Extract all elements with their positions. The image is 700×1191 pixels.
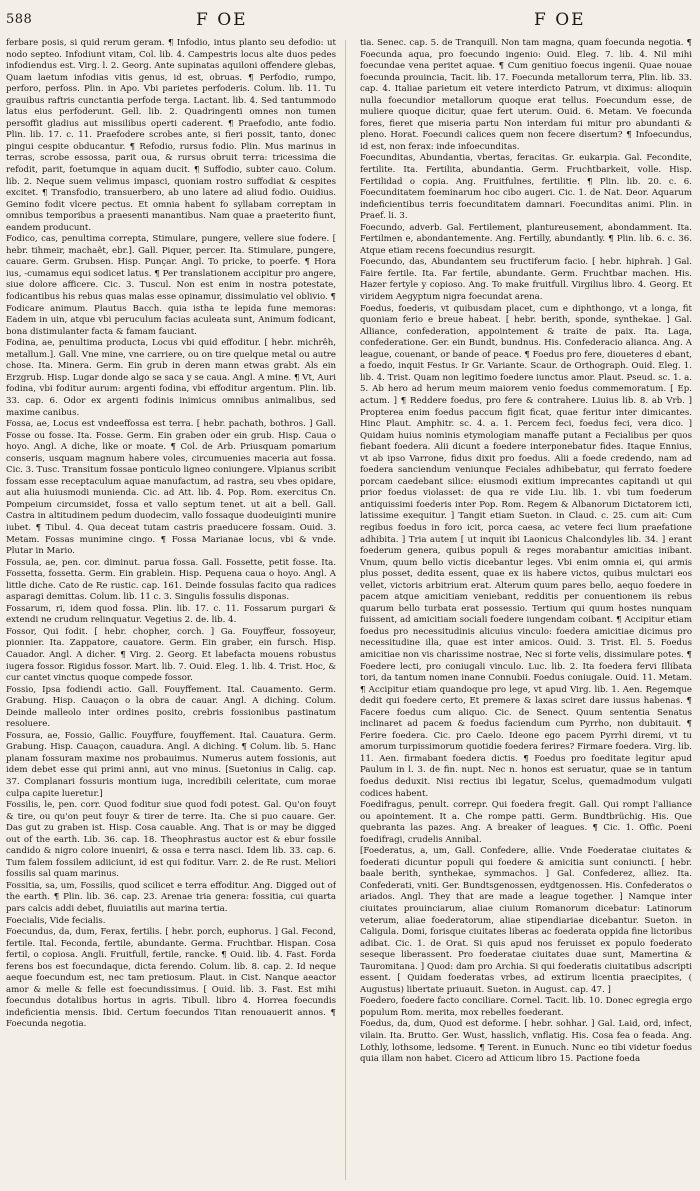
entry-foecundo: Foecundo, das, Abundantem seu fructiferum facio. [ hebr. hiphrah. ] Gal. Faire fertile. Ita. Far fertile, abundante. Germ. Fruchtbar machen. His. Hazer fertyle y copioso. Ang. To make fruitfull. Virgilius libro. 4. Georg. Et viridem Aegyptum nigra foecundat arena. xyxy=(360,257,692,303)
entry-fodina: Fodina, ae, penultima producta, Locus vbi quid effoditur. [ hebr. michrêh, metallum.]. Gall. Vne mine, vne carriere, ou on tire quelque metal ou autre chose. Ita. Minera. Germ. Ein grub in deren mann etwas grabt. Als ein Erzgrub. Hisp. Lugar donde algo se saca y se caua. Angl. A mine. ¶ Vt, Auri fodina, vbi foditur aurum: argenti fodina, vbi effoditur argentum. Plin. lib. 33. cap. 6. Odor ex argenti fodinis inimicus omnibus animalibus, sed maxime canibus. xyxy=(6,338,336,418)
entry-foecunditas: Foecunditas, Abundantia, vbertas, feracitas. Gr. eukarpia. Gal. Fecondite, fertilite. Ita. Fertilita, abundantia. Germ. Fruchtbarkeit, volle. Hisp. Fertilidad o copia. Ang. Fruitfulnes, fertilitie. ¶ Plin. lib. 20. c. 6. Foecunditatem foeminarum hoc cibo augeri. Cic. 1. de Nat. Deor. Aquarum indeficientibus terris foecunditatem damnari. Foecunditas animi. Plin. in Praef. li. 3. xyxy=(360,153,692,222)
running-head-right: F OE xyxy=(534,10,586,30)
entry-foedus-adj: Foedus, da, dum, Quod est deforme. [ hebr. sohhar. ] Gal. Laid, ord, infect, vilain. Ita. Brutto. Ger. Wust, hasslich, vnflatig. His. Cosa fea o feada. Ang. Lothly, lothsome, ledsome. ¶ Terent. in Eunuch. Nunc eo tibi videtur foedus quia illam non habet. Cicero ad Atticum libro 15. Pactione foeda xyxy=(360,1019,692,1065)
page-header xyxy=(0,0,700,40)
entry-infodio: ferbare posis, si quid rerum geram. ¶ Infodio, intus planto seu defodio: ut nodo septeo. Infodiunt vitam, Col. lib. 4. Campestris locus alte duos pedes infodiendus est. Virg. l. 2. Georg. Ante supinatas aquiloni offendere glebas, Quam laetum infodias vitis genus, id est, obruas. ¶ Perfodio, rumpo, perforo, perfoss. Plin. in Apo. Vbi parietes perfoderis. Colum. lib. 11. Tu grauibus raftris cunctantia perfode terga. Lactant. lib. 4. Sed tantummodo latus eius perfoderunt. Gell. lib. 2. Quadringenti omnes non tumen persoffit gladius aut missilibus operti caderent. ¶ Praefodio, ante fodio. Plin. lib. 17. c. 11. Praefodere scrobes ante, si fieri possit, tanto, donec pingui cespite obducantur. ¶ Refodio, rursus fodio. Plin. Mus marinus in terras, scrobe essossa, parit oua, & rursus obruit terra: tricessima die refodit, parit, foetumque in aquam ducit. ¶ Suffodio, subter cauo. Colum. lib. 2. Neque suem velimus impasci, quoniam rostro suffodiat & cespites excitet. ¶ Transfodio, transuerbero, ab uno latere ad aliud fodio. Ouidius. Gemino fodit vlcere pectus. Et omnia habent fo syllabam correptam in omnibus temporibus a praesenti manantibus. Nam quae a praeterito fiunt, eandem producunt. xyxy=(6,38,336,233)
entry-fossatum: Fossarum, ri, idem quod fossa. Plin. lib. 17. c. 11. Fossarum purgari & extendi ne crudum relinquatur. Vegetius 2. de. lib. 4. xyxy=(6,603,336,626)
entry-foedifragus: Foedifragus, penult. correpr. Qui foedera fregit. Gall. Qui rompt l'alliance ou apointement. It a. Che rompe patti. Germ. Bundtbrüchig. His. Que quebranta las pazes. Ang. A breaker of leagues. ¶ Cic. 1. Offic. Poeni foedifragi, crudelis Annibal. xyxy=(360,800,692,845)
entry-fossor: Fossor, Qui fodit. [ hebr. chopher, corch. ] Ga. Fouyffeur, fossoyeur, pionnier. Ita. Zappatore, cauatore. Germ. Ein graber, ein fursch. Hisp. Cauador. Angl. A dicher. ¶ Virg. 2. Georg. Et labefacta mouens robustus iugera fossor. Rigidus fossor. Mart. lib. 7. Ouid. Eleg. 1. lib. 4. Trist. Hoc, & cur cantet vinctus quoque compede fossor. xyxy=(6,626,336,684)
entry-fossa: Fossa, ae, Locus est vndeeffossa est terra. [ hebr. pachath, bothros. ] Gall. Fosse ou fosse. Ita. Fosse. Germ. Ein graben oder ein grub. Hisp. Caua o hoyo. Angl. A diche, like or moate. ¶ Col. de Arb. Priusquam pomarium conseris, usquam magnum habere voles, circumuenies maceria aut fossa. Cic. 3. Tusc. Transitum fossae ponticulo ligneo coniungere. Vlpianus scribit fossam esse receptaculum aquae manufactum, ad rastra, seu vbes opidare, aut alia huiusmodi munienda. Cic. ad Att. lib. 4. Pop. Rom. exercitus Cn. Pompeium circumsidet, fossa et vallo septum tenet. ut ait a bell. Gall. Castra in altitudinem pedum duodecim, vallo fossaque duodeuiginti munire iubet. ¶ Tibul. 4. Qua deceat tutam castris praeducere fossam. Ouid. 3. Metam. Fossas munimine cingo. ¶ Fossa Marianae locus, vbi & vnde. Plutar in Mario. xyxy=(6,419,336,557)
entry-fossula: Fossula, ae, pen. cor. diminut. parua fossa. Gall. Fossette, petit fosse. Ita. Fossetta, fossetta. Germ. Ein grablein. Hisp. Pequena caua o hoyo. Angl. A little diche. Cato de Re rustic. cap. 161. Deinde fossulas facito qua radices asparagi demittas. Colum. lib. 11 c. 3. Singulis fossulis disponas. xyxy=(6,557,336,603)
entry-foecundus-cont: tia. Senec. cap. 5. de Tranquill. Non tam magna, quam foecunda negotia. ¶ Foecunda aqua, pro foecundo ingenio: Ouid. Eleg. 7. lib. 4. Nil mihi foecundae vena peritet aquae. ¶ Cum genitiuo foecus ingenii. Quae nouae foecunda prouincia, Tacit. lib. 17. Foecunda metallorum terra, Plin. lib. 33. cap. 4. Italiae parietum eit vetere interdicto Patrum, vt diximus: alioquin nulla foecundior metallorum quoque erat tellus. Foecundum esse, de muliere quoque dicitur, quae fert uterum. Ouid. 6. Metam. Ve foecunda fores, fieret que miseria partu Non interdam fui mitur pro abundanti & pleno. Horat. Foecundi calices quem non fecere disertum? ¶ Infoecundus, id est, non ferax: inde infoecunditas. xyxy=(360,38,692,152)
entry-fossura: Fossura, ae, Fossio, Gallic. Fouyffure, fouyffement. Ital. Cauatura. Germ. Grabung. Hisp. Cauaçon, cauadura. Angl. A diching. ¶ Colum. lib. 5. Hanc planam fossuram maxime nos probauimus. Numerus autem fossionis, aut idem debet esse qui primi anni, aut vno minus. [Suetonius in Calig. cap. 37. Complanari fossuris montium iuga, incredibili celeritate, cum morae culpa capite lueretur.] xyxy=(6,730,336,799)
right-column xyxy=(360,38,692,1184)
entry-foederatus: [Foederatus, a, um, Gall. Confedere, allie. Vnde Foederatae ciuitates & foederati dicuntur populi qui foedere & amicitia sunt coniuncti. [ hebr. baale berith, synthekae, symmachos. ] Gal. Confederez, alliez. Ita. Confederati, vniti. Ger. Bundtsgenossen, eydtgenossen. His. Confederatos o ariados. Angl. They that are made a league together. ] Namque inter ciuitates prouinciarum, aliae ciuium Romanorum dicebatur: Latinorum veterum, aliae foederatorum, aliae stipendiariae dicebantur. Sueton. in Caligula. Domi, forisque ciuitates liberas ac foederata oppida fine lictoribus adibat. Cic. 1. de Orat. Si quis apud nos feruisset ex populo foederato seseque liberassent. Pro foederatae ciuitates duae sunt, Mamertina & Tauromitana. ] Quod: dam pro Archia. Si qui foederatis ciuitatibus adscripti essent. [ Quidam foederatas vrbes, ad extirum licentia praecipites, ( Augustus) libertate priuauit. Sueton. in August. cap. 47. ] xyxy=(360,846,692,995)
running-head-left: F OE xyxy=(196,10,248,30)
entry-foecialis: Foecialis, Vide fecialis. xyxy=(6,915,106,926)
page-number: 588 xyxy=(6,12,33,27)
left-column xyxy=(6,38,336,1184)
entry-foecundus: Foecundus, da, dum, Ferax, fertilis. [ hebr. porch, euphorus. ] Gal. Fecond, fertile. Ital. Feconda, fertile, abundante. Germa. Fruchtbar. Hispan. Cosa fertil, o copiosa. Angli. Fruitfull, fertile, rancke. ¶ Ouid. lib. 4. Fast. Forda ferens bos est foecundaque, dicta ferendo. Colum. lib. 8. cap. 2. Id neque aeque foecundum est, nec tam pretiosum. Plaut. in Cist. Nanque aeactor amor & melle & felle est foecundissimus. [ Ouid. lib. 3. Fast. Est mihi foecundus dotalibus hortus in agris. Tibull. libro 4. Horrea foecundis indeficientia mensis. Ibid. Certum foecundos Titan renouauerit annos. ¶ Foecunda negotia. xyxy=(6,927,336,1030)
entry-fossitius: Fossitia, sa, um, Fossilis, quod scilicet e terra effoditur. Ang. Digged out of the earth. ¶ Plin. lib. 36. cap. 23. Arenae tria genera: fossitia, cui quarta pars calcis addi debet, fluuiatilis aut marina tertia. xyxy=(6,880,336,915)
entry-fossio: Fossio, Ipsa fodiendi actio. Gall. Fouyffement. Ital. Cauamento. Germ. Grabung. Hisp. Cauaçon o la obra de cauar. Angl. A diching. Colum. Deinde malleolo inter ordines posito, crebris fossionibus pastinatum resoluere. xyxy=(6,684,336,730)
entry-fodico: Fodico, cas, penultima correpta, Stimulare, pungere, vellere siue fodere. [ hebr. tihmeir, machaêt, ebr.]. Gall. Piquer, percer. Ita. Stimulare, pungere, cauare. Germ. Grubsen. Hisp. Punçar. Angl. To pricke, to poerfe. ¶ Hora ius, -cumamus equi sodicet latus. ¶ Per translationem accipitur pro angere, siue dolore afficere. Cic. 3. Tuscul. Non est enim in nostra potestate, fodicantibus his rebus quas malas esse opinamur, dissimulatio vel oblivio. ¶ Fodicare animum. Plautus Bacch. quia istha te lepida fune memoras: Eadem in uin, atque vbi peruculum facias aculeata sunt, Animum fodicant, bona distimulanter facta & famam fauciant. xyxy=(6,234,336,337)
entry-foedus: Foedus, foederis, vt quibusdam placet, cum e diphthongo, vt a longa, fit quoniam ferio e breue habeat. [ hebr. berith, sponde, synthekae. ] Gal. Alliance, confederation, appointement & traite de paix. Ita. Laga, confederatione. Ger. ein Bundt, bundnus. His. Confederacio alianca. Ang. A league, couenant, or bande of peace. ¶ Foedus pro fere, dioueteres d ebant, a foedo, inquit Festus. Ir Gr. Variante. Scaur. de Orthograph. Ouid. Eleg. 1. lib. 4. Trist. Quam non legitimo foedere iunctus amor. Plaut. Pseud. sc. 1. a. 5. Ab hero ad herum meum maiorem venio foedus commemoratum. [ Ep. actum. ] ¶ Reddere foedus, pro fere & contrahere. Liuius lib. 8. ab Vrb. ] Propterea enim foedus paccum figit ficat, quae feritur inter dimicantes. Hinc Plaut. Amphitr. sc. 4. a. 1. Percem feci, foedus feci, vera dico. ] Quidam huius nominis etymologiam manaffe putant a Fecialibus per quos fiebant foedera. Alii dicunt a foedere interponebatur fides. Itaque Ennius, vt ab ipso Varrone, fidus dixit pro foedus. Alii a foede credendo, nam ad foedera sanciendum veniunque Feciales adhibebatur, qui ferrato foedere porcam caedebant silice: eiusmodi exitium imprecantes capitandi ut qui prior foedus violasset: de qua re vide Liu. lib. 1. vbi tum foederum antiquissimi foederis inter Pop. Rom. Regem & Albanorum Dictatorem icti, latissime exequitur. ] Tangit etiam Sueton. in Claud. c. 25. cum ait: Cum regibus foedus in foro icit, porca caesa, ac vetere feci lium praefatione adhibita. ] Tria autem [ ut inquit ibi Laonicus Chalcondyles lib. 34. ] erant foederum genera, quibus populi & reges morabantur amicitias inibant. Vnum, quum bello victis dicebantur leges. Vbi enim omnia ei, qui armis plus posset, dedita essent, quae ex iis habere victos, quibus mulctari eos vellet, victoris arbitrium erat. Alterum quum pares bello, aequo foedere in pacem atque amicitiam veniebant, redditis per conuentionem iis rebus quarum bello turbata erat possessio. Tertium qui quum hostes nunquam fuissent, ad amicitiam sociali foedere iungendam coibant. ¶ Accipitur etiam foedus pro necessitudinis alicuius vinculo: foedera amicitiae dicimus pro necessitudine illa, quae est inter amicos. Ouid. 3. Trist. El. 5. Foedus amicitiae non vis charissime nostrae, Nec si forte velis, dissimulare potes. ¶ Foedere lecti, pro coniugali vinculo. Luc. lib. 2. Ita foedera fervi Illibata tori, da tantum nomen inane Connubii. Foedus coniugale. Ouid. 11. Metam. ¶ Accipitur etiam quandoque pro lege, vt apud Virg. lib. 1. Aen. Regemque dedit qui foedere certo, Et premere & laxas sciret dare iussus habenas. ¶ Facere foedus cum aliquo. Cic. de Senect. Quum sententia Senatus inclinaret ad pacem & foedus faciendum cum Pyrrho, non dubitauit. ¶ Ferire foedera. Cic. pro Caelo. Ideone ego pacem Pyrrhi diremi, vt tu amorum turpissimorum quotidie foedera ferires? Firmare foedera. Virg. lib. 11. Aen. firmabant foedera dictis. ¶ Foedus pro foeditate legitur apud Paulum in l. 3. de fin. nupt. Nec n. honos est seruatur, quae se in tantum foedus deduxit. Nisi rectius ibi legatur, Scelus, quemadmodum vulgati codices habent. xyxy=(360,303,692,799)
entry-fossilis: Fossilis, le, pen. corr. Quod foditur siue quod fodi potest. Gal. Qu'on fouyt & tire, ou qu'on peut fouyr & tirer de terre. Ita. Che si puo cauare. Ger. Das gut zu graben ist. Hisp. Cosa cauable. Ang. That is or may be digged out of the earth. Lib. 36. cap. 18. Theophrastus auctor est & ebur fossile candido & nigro colore inueniri, & ossa e terra nasci. Idem lib. 33. cap. 6. Tum falem fossilem adiiciunt, id est qui foditur. Varr. 2. de Re rust. Meliori fossilis sal quam marinus. xyxy=(6,800,336,880)
entry-foedero: Foedero, foedere facto conciliare. Cornel. Tacit. lib. 10. Donec egregia ergo populum Rom. merita, mox rebelles foederant. xyxy=(360,996,692,1018)
entry-foecunde: Foecundo, adverb. Gal. Fertilement, plantureusement, abondamment. Ita. Fertilmen e, abondantemente. Ang. Fertilly, abundantly. ¶ Plin. lib. 6. c. 36. Atque etiam recens foecundius resurgit. xyxy=(360,222,692,256)
column-divider xyxy=(345,40,346,1180)
